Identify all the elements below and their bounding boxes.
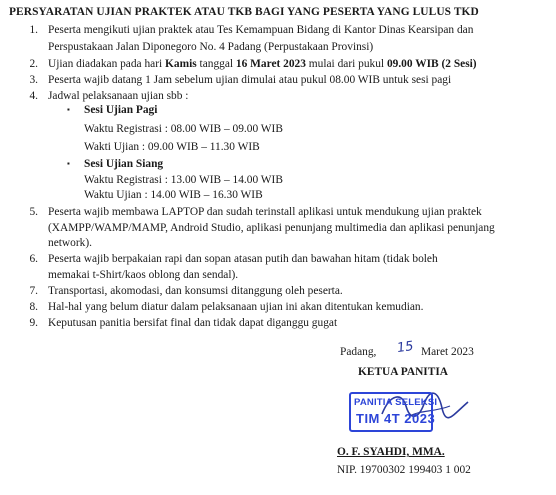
stamp-line-2: TIM 4T 2023 — [356, 411, 436, 426]
session-pagi-name: Sesi Ujian Pagi — [84, 104, 158, 116]
session-pagi-registrasi: Waktu Registrasi : 08.00 WIB – 09.00 WIB — [84, 123, 283, 135]
item-2-line — [48, 58, 477, 70]
signatory-nip: NIP. 19700302 199403 1 002 — [337, 464, 471, 476]
item-5-line-2: (XAMPP/WAMP/MAMP, Android Studio, aplikasi penunjang multimedia dan aplikasi penunjang — [48, 222, 495, 234]
item-2-day: Kamis — [165, 58, 197, 70]
item-4-line: Jadwal pelaksanaan ujian sbb : — [48, 90, 189, 102]
stamp-line-1: PANITIA SELEKSI — [354, 397, 438, 408]
committee-stamp — [349, 392, 438, 432]
item-1-number: 1. — [29, 24, 38, 36]
item-2-time: 09.00 WIB (2 Sesi) — [386, 58, 477, 70]
item-8-line: Hal-hal yang belum diatur dalam pelaksanaan ujian ini akan ditentukan kemudian. — [48, 301, 424, 313]
session-pagi-ujian: Wakti Ujian : 09.00 WIB – 11.30 WIB — [84, 141, 260, 153]
session-pagi-bullet: ▪ — [67, 105, 70, 114]
session-siang-bullet: ▪ — [67, 159, 70, 168]
item-5-line-1: Peserta wajib membawa LAPTOP dan sudah terinstall aplikasi untuk mendukung ujian praktek — [48, 206, 482, 218]
session-siang-name: Sesi Ujian Siang — [84, 158, 164, 170]
signature-month-year: Maret 2023 — [421, 346, 474, 358]
item-5-line-3: network). — [48, 237, 92, 249]
item-2-text-mid2: mulai dari pukul — [305, 58, 387, 70]
item-2-text-mid1: tanggal — [196, 58, 236, 70]
signatory-name: O. F. SYAHDI, MMA. — [337, 446, 445, 458]
item-7-line: Transportasi, akomodasi, dan konsumsi ditanggung oleh peserta. — [48, 285, 343, 297]
item-2-text-pre: Ujian diadakan pada hari — [48, 58, 166, 70]
session-siang-registrasi: Waktu Registrasi : 13.00 WIB – 14.00 WIB — [84, 174, 283, 186]
signature-handwritten-day: 15 — [396, 338, 415, 357]
item-6-line-1: Peserta wajib berpakaian rapi dan sopan atasan putih dan bawahan hitam (tidak boleh — [48, 253, 438, 265]
session-siang-ujian: Waktu Ujian : 14.00 WIB – 16.30 WIB — [84, 189, 263, 201]
signature-city: Padang, — [340, 346, 377, 358]
item-9-number: 9. — [29, 317, 38, 329]
item-3-line: Peserta wajib datang 1 Jam sebelum ujian dimulai atau pukul 08.00 WIB untuk sesi pagi — [48, 74, 452, 86]
signature-role: KETUA PANITIA — [358, 366, 448, 378]
item-5-number: 5. — [29, 206, 38, 218]
item-4-number: 4. — [29, 90, 38, 102]
item-3-number: 3. — [29, 74, 38, 86]
item-9-line: Keputusan panitia bersifat final dan tidak dapat diganggu gugat — [48, 317, 338, 329]
item-1-line-1: Peserta mengikuti ujian praktek atau Tes Kemampuan Bidang di Kantor Dinas Kearsipan dan — [48, 24, 474, 36]
item-2-number: 2. — [29, 58, 38, 70]
item-7-number: 7. — [29, 285, 38, 297]
item-6-line-2: memakai t-Shirt/kaos oblong dan sendal). — [48, 269, 239, 281]
document-title: PERSYARATAN UJIAN PRAKTEK ATAU TKB BAGI YANG PESERTA YANG LULUS TKD — [9, 6, 479, 18]
item-8-number: 8. — [29, 301, 38, 313]
item-1-line-2: Perspustakaan Jalan Diponegoro No. 4 Padang (Perpustakaan Provinsi) — [48, 41, 374, 53]
item-2-date: 16 Maret 2023 — [235, 58, 306, 70]
item-6-number: 6. — [29, 253, 38, 265]
